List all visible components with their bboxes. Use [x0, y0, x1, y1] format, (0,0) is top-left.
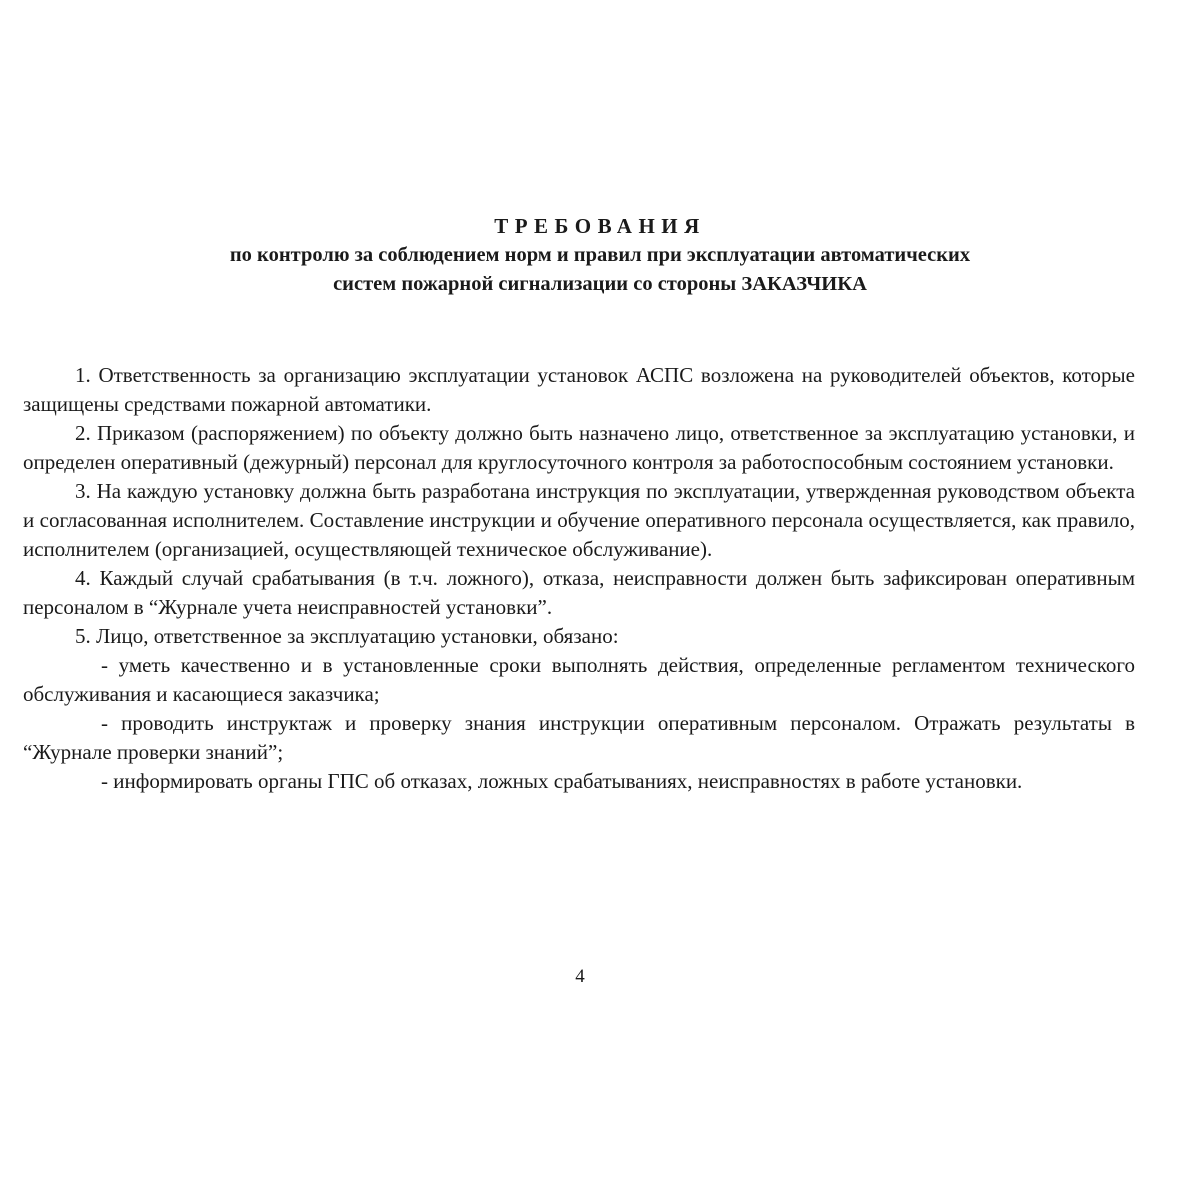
requirement-item-5: 5. Лицо, ответственное за эксплуатацию установки, обязано:	[75, 624, 619, 648]
document-subtitle-line-1: по контролю за соблюдением норм и правил при эксплуатации автоматических	[229, 244, 971, 266]
requirement-item-3: 3. На каждую установку должна быть разработана инструкция по эксплуатации, утвержденная руководством объекта и согласованная исполнителем. Составление инструкции и обучение оперативного персонала осуществляется, как правило, исполнителем (организацией, осуществляющей техническое обслуживание).	[23, 479, 1135, 561]
document-subtitle-line-2: систем пожарной сигнализации со стороны ЗАКАЗЧИКА	[333, 273, 867, 295]
page-number: 4	[575, 966, 585, 987]
duty-item-2: - проводить инструктаж и проверку знания инструкции оперативным персоналом. Отражать результаты в “Журнале проверки знаний”;	[23, 711, 1135, 764]
duty-item-1: - уметь качественно и в установленные сроки выполнять действия, определенные регламентом технического обслуживания и касающиеся заказчика;	[23, 653, 1135, 706]
duty-item-3: - информировать органы ГПС об отказах, ложных срабатываниях, неисправностях в работе установки.	[101, 769, 1023, 793]
requirement-item-4: 4. Каждый случай срабатывания (в т.ч. ложного), отказа, неисправности должен быть зафиксирован оперативным персоналом в “Журнале учета неисправностей установки”.	[23, 566, 1135, 619]
document-heading	[0, 212, 1200, 299]
document-body	[23, 361, 1135, 796]
requirement-item-2: 2. Приказом (распоряжением) по объекту должно быть назначено лицо, ответственное за эксплуатацию установки, и определен оперативный (дежурный) персонал для круглосуточного контроля за работоспособным состоянием установки.	[23, 421, 1135, 474]
document-title: ТРЕБОВАНИЯ	[494, 214, 706, 238]
requirement-item-1: 1. Ответственность за организацию эксплуатации установок АСПС возложена на руководителей объектов, которые защищены средствами пожарной автоматики.	[23, 363, 1135, 416]
